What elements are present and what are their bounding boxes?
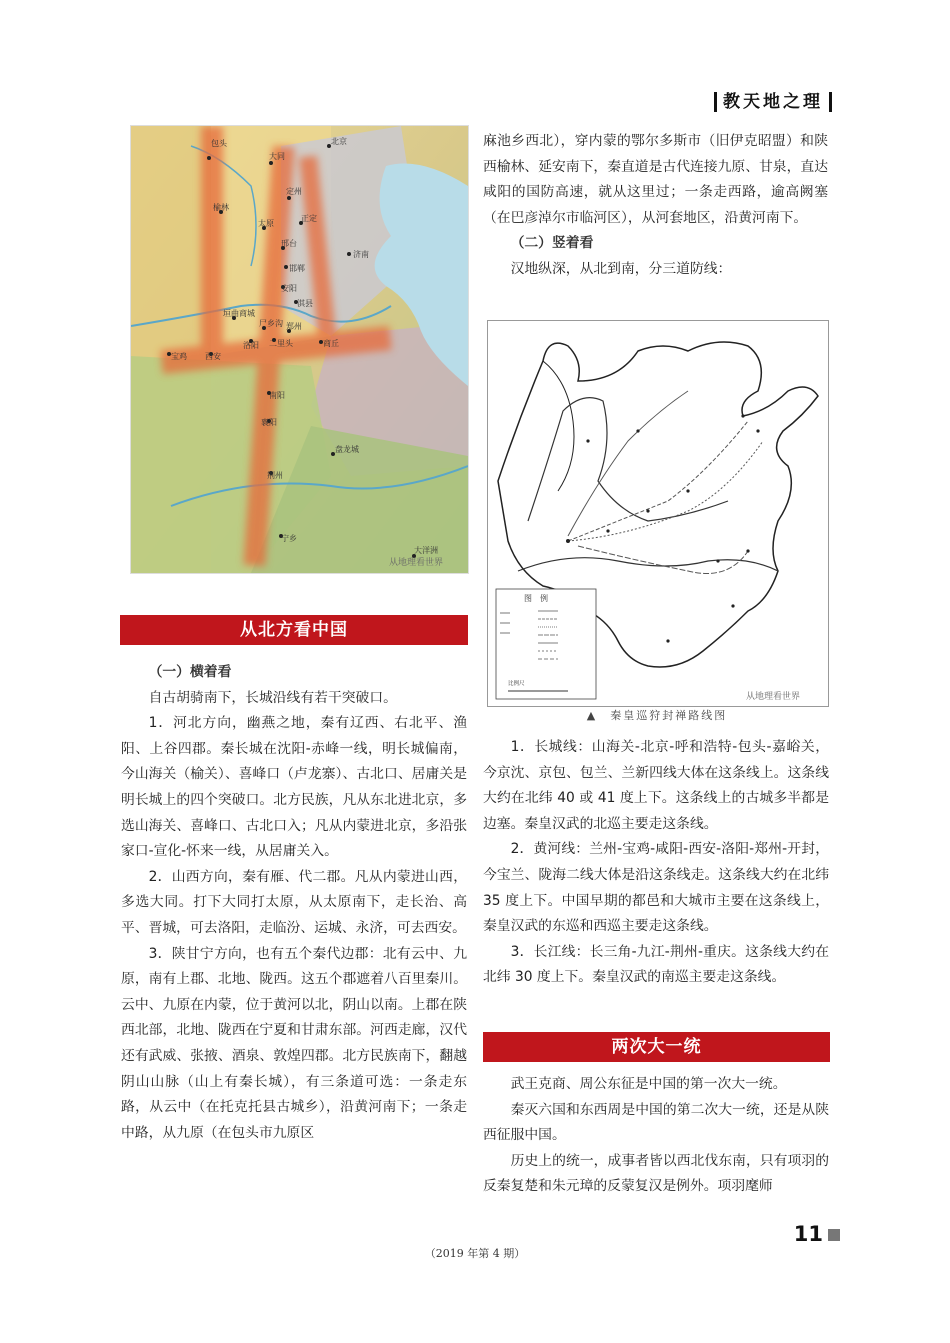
- paragraph: 2．黄河线：兰州-宝鸡-咸阳-西安-洛阳-郑州-开封，今宝兰、陇海二线大体是沿这条线走。这条线大约在北纬 35 度上下。中国早期的都邑和大城市主要在这条线上，秦皇汉武的东巡和西巡主要走这条线。: [483, 841, 829, 935]
- map-label: 襄阳: [261, 418, 277, 427]
- right-column-mid-text: [483, 735, 829, 991]
- qin-inspection-route-map-svg: [488, 321, 828, 706]
- left-column-text: [121, 660, 467, 1146]
- right-column-bottom-text: [483, 1072, 829, 1200]
- paragraph: 3．长江线：长三角-九江-荆州-重庆。这条线大约在北纬 30 度上下。秦皇汉武的南巡主要走这条线。: [483, 943, 829, 986]
- paragraph: 历史上的统一，成事者皆以西北伐东南，只有项羽的反秦复楚和朱元璋的反蒙复汉是例外。项羽麾师: [483, 1152, 829, 1195]
- map-label: 垣曲商城: [223, 309, 255, 318]
- map2-watermark: 从地理看世界: [746, 692, 801, 702]
- map-label: 荆州: [267, 471, 283, 480]
- map-label: 淇县: [297, 299, 313, 308]
- map-label: 正定: [301, 214, 317, 223]
- map-label: 盘龙城: [335, 445, 359, 454]
- map-label: 郑州: [286, 322, 302, 331]
- paragraph: 麻池乡西北），穿内蒙的鄂尔多斯市（旧伊克昭盟）和陕西榆林、延安南下，秦直道是古代连接九原、甘泉，直达咸阳的国防高速，就从这里过；一条走西路，逾高阙塞（在巴彦淖尔市临河区），从河套地区，沿黄河南下。: [483, 133, 828, 226]
- qin-inspection-route-map: [487, 320, 829, 707]
- map-label: 济南: [353, 250, 369, 259]
- map-label: 大洋洲: [414, 546, 438, 555]
- right-column-top-text: [483, 129, 828, 283]
- map-label: 邢台: [281, 239, 297, 248]
- column-mark: 教天地之理: [714, 92, 832, 112]
- map-label: 宝鸡: [171, 352, 187, 361]
- map-label: 西安: [205, 352, 221, 361]
- map-label: 大同: [269, 152, 285, 161]
- issue-footer: （2019 年第 4 期）: [424, 1247, 526, 1260]
- ancient-cities-map-svg: [131, 126, 468, 573]
- paragraph: 1．长城线：山海关-北京-呼和浩特-包头-嘉峪关，今京沈、京包、包兰、兰新四线大体在这条线上。这条线大约在北纬 40 或 41 度上下。这条线上的古城多半都是边塞。秦皇汉武的北巡主要走这条线。: [483, 739, 829, 832]
- map1-watermark: 从地理看世界: [389, 558, 444, 568]
- subheading-horizontal: （一）横着看: [148, 664, 232, 680]
- map-label: 定州: [286, 187, 302, 196]
- map-label: 邯郸: [289, 264, 305, 273]
- map-label: 榆林: [213, 203, 229, 212]
- map2-legend-title: 图 例: [524, 594, 548, 603]
- map-label: 二里头: [269, 339, 293, 348]
- map2-caption: ▲ 秦皇巡狩封禅路线图: [586, 709, 728, 722]
- map-label: 太原: [258, 219, 274, 228]
- paragraph: 秦灭六国和东西周是中国的第二次大一统，还是从陕西征服中国。: [483, 1101, 829, 1144]
- map-label: 包头: [211, 139, 227, 148]
- paragraph: 武王克商、周公东征是中国的第一次大一统。: [510, 1076, 787, 1092]
- subheading-vertical: （二）竖着看: [510, 235, 594, 252]
- map-label: 南阳: [269, 391, 285, 400]
- map-label: 宁乡: [281, 534, 297, 543]
- page-number: 11: [793, 1222, 823, 1246]
- paragraph: 2．山西方向，秦有雁、代二郡。凡从内蒙进山西，多选大同。打下大同打太原，从太原南下，走长治、高平、晋城，可去洛阳，走临汾、运城、永济，可去西安。: [121, 868, 467, 936]
- section-title-unification: 两次大一统: [483, 1032, 830, 1062]
- section-title-north: 从北方看中国: [120, 615, 468, 645]
- map-label: 洛阳: [243, 341, 259, 350]
- ancient-cities-map: [130, 125, 469, 574]
- map-label: 安阳: [281, 284, 297, 293]
- paragraph: 汉地纵深，从北到南，分三道防线：: [510, 260, 732, 277]
- paragraph: 1．河北方向，幽燕之地，秦有辽西、右北平、渔阳、上谷四郡。秦长城在沈阳-赤峰一线，明长城偏南，今山海关（榆关）、喜峰口（卢龙寨）、古北口、居庸关是明长城上的四个突破口。北方民族，凡从东北进北京，多选山海关、喜峰口、古北口入；凡从内蒙进北京，多沿张家口-宣化-怀来一线，从居庸关入。: [121, 715, 467, 860]
- map-label: 北京: [331, 137, 347, 146]
- page-number-marker: [828, 1229, 840, 1241]
- map-label: 尸乡沟: [259, 319, 283, 328]
- paragraph: 3．陕甘宁方向，也有五个秦代边郡：北有云中、九原，南有上郡、北地、陇西。这五个郡遮着八百里秦川。云中、九原在内蒙，位于黄河以北，阴山以南。上郡在陕西北部，北地、陇西在宁夏和甘肃东部。河西走廊，汉代还有武威、张掖、酒泉、敦煌四郡。北方民族南下，翻越阴山山脉（山上有秦长城），有三条道可选：一条走东路，从云中（在托克托县古城乡），沿黄河南下；一条走中路，从九原（在包头市九原区: [121, 945, 467, 1141]
- paragraph: 自古胡骑南下，长城沿线有若干突破口。: [148, 689, 397, 706]
- map-label: 商丘: [323, 339, 339, 348]
- route-band-west: [201, 126, 223, 356]
- map2-scale-label: 比例尺: [508, 681, 525, 687]
